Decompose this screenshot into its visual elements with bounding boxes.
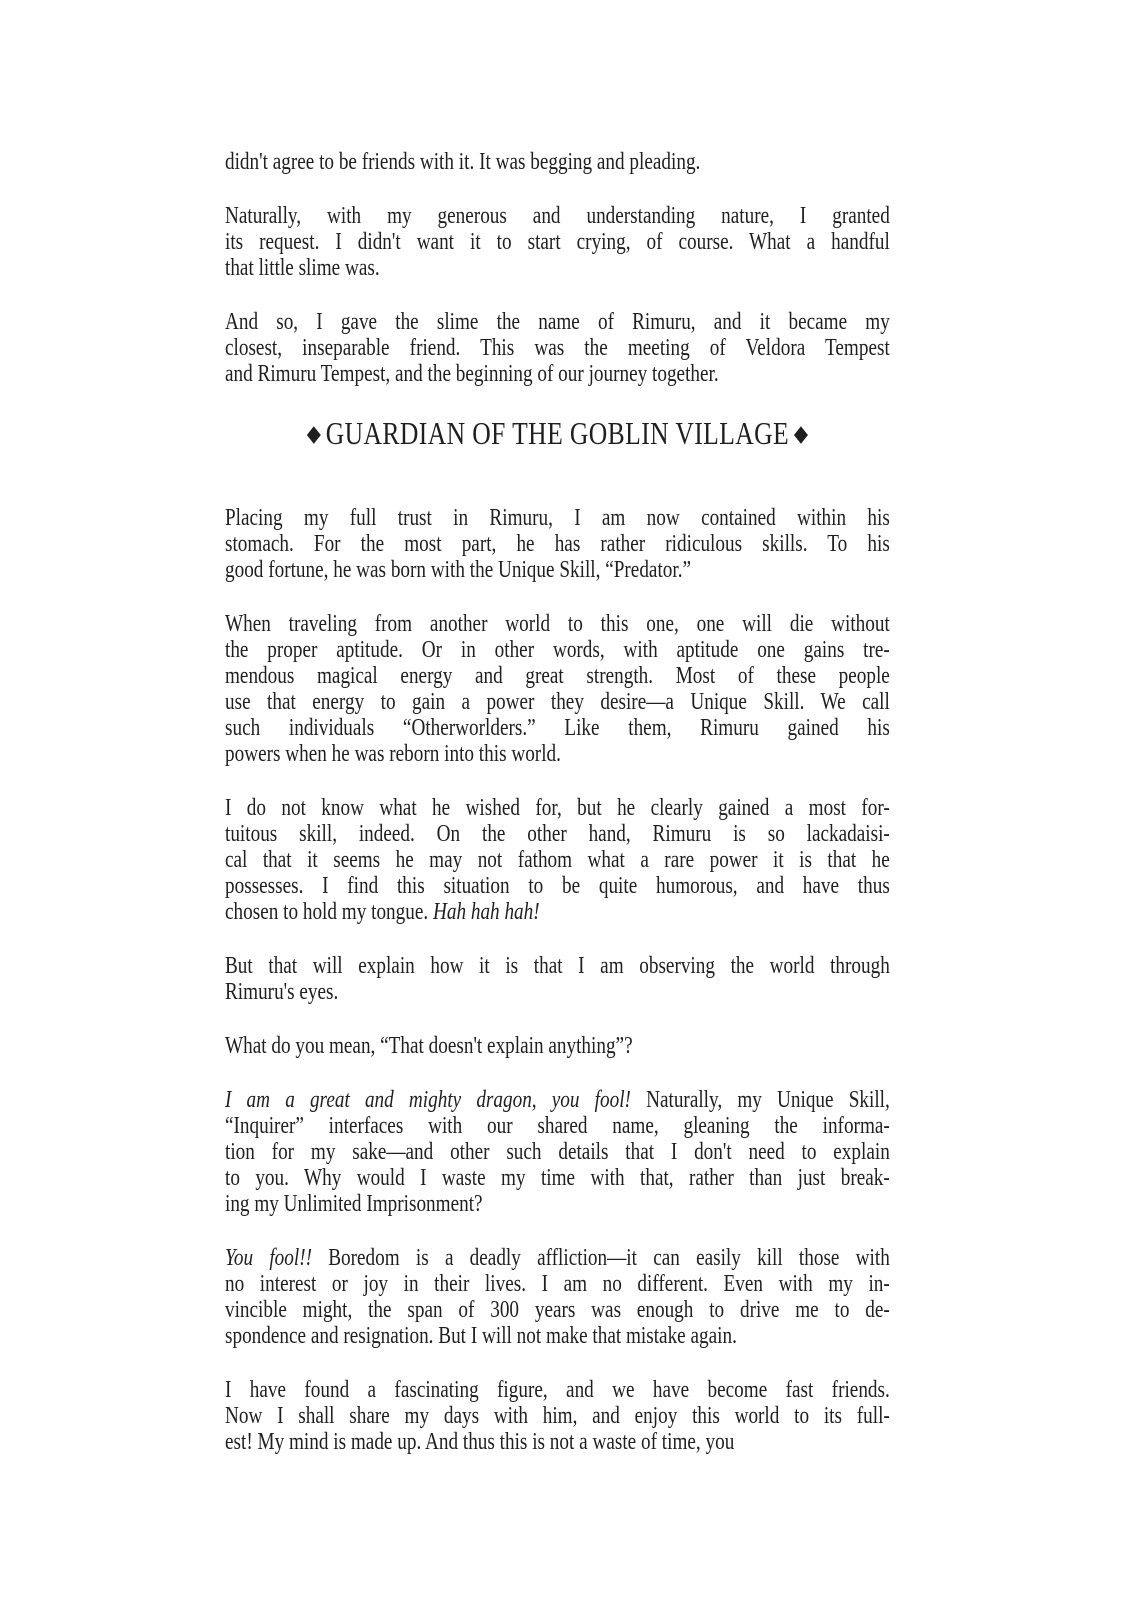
- text-run: possesses. I find this situation to be quite humorous, and have thus: [225, 873, 890, 899]
- paragraph: [225, 953, 890, 1005]
- text-run: mendous magical energy and great strength. Most of these people: [225, 663, 890, 689]
- text-run: its request. I didn't want it to start crying, of course. What a handful: [225, 229, 890, 255]
- text-line: [225, 335, 890, 361]
- text-run: “Inquirer” interfaces with our shared name, gleaning the informa-: [225, 1113, 890, 1139]
- text-run: tuitous skill, indeed. On the other hand, Rimuru is so lackadaisi-: [225, 821, 890, 847]
- text-run: cal that it seems he may not fathom what a rare power it is that he: [225, 847, 890, 873]
- text-line: [225, 1245, 890, 1271]
- text-line: [225, 203, 890, 229]
- text-line: [225, 637, 890, 663]
- text-line: [225, 1165, 890, 1191]
- italic-text-run: I am a great and mighty dragon, you fool!: [225, 1087, 631, 1113]
- text-line: [225, 979, 890, 1005]
- text-line: [225, 361, 890, 387]
- text-line: [225, 1191, 890, 1217]
- paragraph: [225, 1087, 890, 1217]
- text-line: [225, 715, 890, 741]
- text-line: [225, 689, 890, 715]
- text-run: no interest or joy in their lives. I am no different. Even with my in-: [225, 1271, 890, 1297]
- italic-text-run: You fool!!: [225, 1245, 312, 1271]
- italic-text-run: Hah hah hah!: [432, 899, 540, 925]
- text-line: [225, 1139, 890, 1165]
- text-line: [225, 557, 890, 583]
- text-line: [225, 741, 890, 767]
- text-column: [225, 149, 890, 1483]
- text-line: [225, 899, 890, 925]
- text-line: [225, 255, 890, 281]
- diamond-icon: ◆: [306, 421, 321, 447]
- text-line: [225, 531, 890, 557]
- text-run: Boredom is a deadly affliction—it can easily kill those with: [312, 1245, 890, 1271]
- text-run: I have found a fascinating figure, and we have become fast friends.: [225, 1377, 890, 1403]
- text-line: [225, 821, 890, 847]
- text-line: [225, 611, 890, 637]
- paragraph: [225, 1377, 890, 1455]
- text-run: stomach. For the most part, he has rather ridiculous skills. To his: [225, 531, 890, 557]
- text-line: [225, 505, 890, 531]
- text-line: [225, 229, 890, 255]
- text-line: [225, 1323, 890, 1349]
- text-line: [225, 847, 890, 873]
- diamond-icon: ◆: [793, 421, 808, 447]
- text-run: powers when he was reborn into this world.: [225, 741, 561, 767]
- paragraph: [225, 505, 890, 583]
- text-line: [225, 1033, 890, 1059]
- text-run: What do you mean, “That doesn't explain anything”?: [225, 1033, 633, 1059]
- text-run: Rimuru's eyes.: [225, 979, 339, 1005]
- paragraph: [225, 1033, 890, 1059]
- text-run: good fortune, he was born with the Unique Skill, “Predator.”: [225, 557, 692, 583]
- text-run: But that will explain how it is that I am observing the world through: [225, 953, 890, 979]
- text-run: to you. Why would I waste my time with that, rather than just break-: [225, 1165, 890, 1191]
- text-run: Naturally, my Unique Skill,: [630, 1087, 890, 1113]
- text-line: [225, 1429, 890, 1455]
- text-line: [225, 309, 890, 335]
- paragraph: [225, 795, 890, 925]
- paragraph: [225, 149, 890, 175]
- text-run: tion for my sake—and other such details that I don't need to explain: [225, 1139, 890, 1165]
- text-run: the proper aptitude. Or in other words, with aptitude one gains tre-: [225, 637, 890, 663]
- text-line: [225, 873, 890, 899]
- text-run: When traveling from another world to this one, one will die without: [225, 611, 890, 637]
- text-run: Naturally, with my generous and understanding nature, I granted: [225, 203, 890, 229]
- text-line: [225, 149, 890, 175]
- text-line: [225, 1377, 890, 1403]
- text-line: [225, 1271, 890, 1297]
- text-line: [225, 795, 890, 821]
- section-heading: [225, 415, 890, 455]
- text-line: [225, 1403, 890, 1429]
- text-run: closest, inseparable friend. This was the meeting of Veldora Tempest: [225, 335, 890, 361]
- text-run: Placing my full trust in Rimuru, I am now contained within his: [225, 505, 890, 531]
- text-run: chosen to hold my tongue.: [225, 899, 433, 925]
- text-run: and Rimuru Tempest, and the beginning of our journey together.: [225, 361, 719, 387]
- text-run: spondence and resignation. But I will not make that mistake again.: [225, 1323, 737, 1349]
- text-run: such individuals “Otherworlders.” Like them, Rimuru gained his: [225, 715, 890, 741]
- text-run: that little slime was.: [225, 255, 380, 281]
- text-run: didn't agree to be friends with it. It was begging and pleading.: [225, 149, 701, 175]
- text-run: use that energy to gain a power they desire—a Unique Skill. We call: [225, 689, 890, 715]
- text-line: [225, 1113, 890, 1139]
- text-line: [225, 1297, 890, 1323]
- paragraph: [225, 611, 890, 767]
- text-run: ing my Unlimited Imprisonment?: [225, 1191, 483, 1217]
- paragraph: [225, 1245, 890, 1349]
- text-run: est! My mind is made up. And thus this is not a waste of time, you: [225, 1429, 735, 1455]
- text-line: [225, 663, 890, 689]
- text-run: Now I shall share my days with him, and enjoy this world to its full-: [225, 1403, 890, 1429]
- section-heading-title: GUARDIAN OF THE GOBLIN VILLAGE: [325, 415, 790, 451]
- text-line: [225, 953, 890, 979]
- text-run: I do not know what he wished for, but he clearly gained a most for-: [225, 795, 890, 821]
- paragraph: [225, 203, 890, 281]
- text-run: And so, I gave the slime the name of Rimuru, and it became my: [225, 309, 890, 335]
- paragraph: [225, 309, 890, 387]
- text-run: vincible might, the span of 300 years was enough to drive me to de-: [225, 1297, 890, 1323]
- text-line: [225, 1087, 890, 1113]
